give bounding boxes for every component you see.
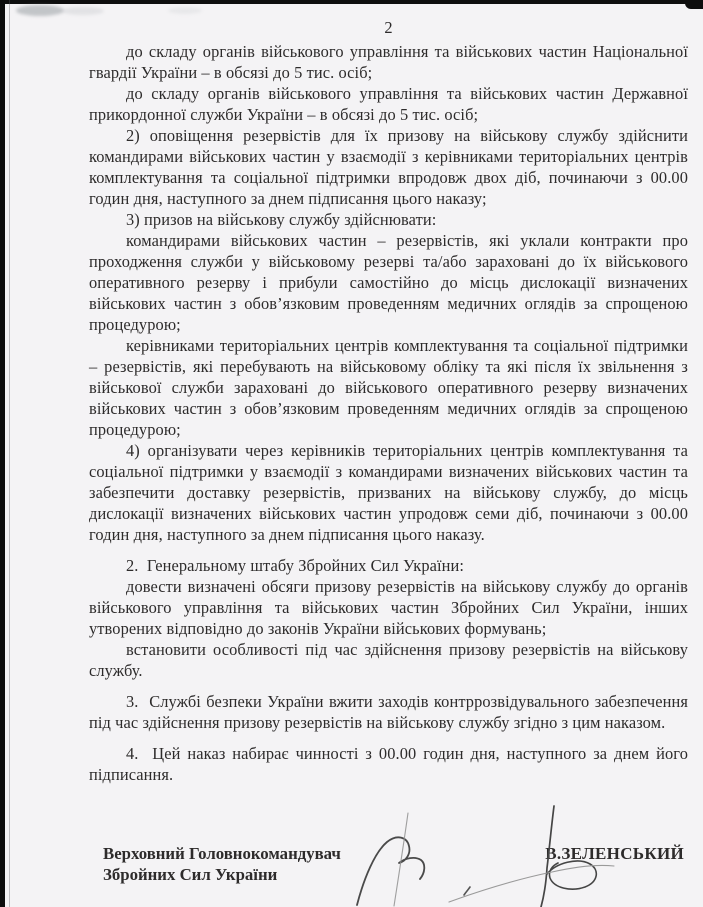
scan-smudge [168, 7, 202, 14]
page-number: 2 [384, 18, 393, 37]
scan-smudge [62, 7, 104, 15]
body-paragraph: до складу органів військового управління та військових частин Державної прикордонної служби України – в обсязі до 5 тис. осіб; [89, 84, 688, 124]
body-paragraph: 4. Цей наказ набирає чинності з 00.00 годин дня, наступного за днем його підписання. [89, 744, 688, 784]
body-paragraph: командирами військових частин – резервістів, які уклали контракти про проходження служби у військовому резерві та/або зараховані до їх військового оперативного резерву і прибули самостійно до місць дислокації визначених військових частин з обов’язковим проведенням медичних оглядів за спрощеною процедурою; [89, 231, 688, 334]
body-paragraph: 2. Генеральному штабу Збройних Сил України: [126, 556, 465, 575]
scan-edge-top [0, 0, 703, 4]
scan-smudge [16, 5, 64, 16]
scan-edge-corner-mark [685, 0, 703, 9]
scan-shadow-line [9, 0, 10, 907]
body-paragraph: встановити особливості під час здійснення призову резервістів на військову службу. [89, 640, 688, 680]
body-paragraph: 3) призов на військову службу здійснювати: [126, 210, 437, 229]
body-paragraph: 4) організувати через керівників територіальних центрів комплектування та соціальної підтримки у взаємодії з командирами визначених військових частин та забезпечити доставку резервістів, призваних на військову службу, до місць дислокації визначених військових частин упродовж семи діб, починаючи з 00.00 годин дня, наступного за днем підписання цього наказу. [89, 441, 688, 544]
scan-edge-left [0, 0, 5, 907]
signer-title-line1: Верховний Головнокомандувач [103, 844, 341, 863]
body-paragraph: до складу органів військового управління та військових частин Національної гвардії України – в обсязі до 5 тис. осіб; [89, 42, 688, 82]
signature-block [89, 844, 688, 885]
body-paragraph: 2) оповіщення резервістів для їх призову на військову службу здійснити командирами військових частин у взаємодії з керівниками територіальних центрів комплектування та соціальної підтримки впродовж двох діб, починаючи з 00.00 годин дня, наступного за днем підписання цього наказу; [89, 126, 688, 208]
signature-stroke [464, 887, 470, 895]
body-paragraph: 3. Службі безпеки України вжити заходів контррозвідувального забезпечення під час здійснення призову резервістів на військову службу згідно з цим наказом. [89, 692, 688, 732]
body-paragraph: керівниками територіальних центрів комплектування та соціальної підтримки – резервістів, які перебувають на військовому обліку та які після їх звільнення з військової служби зараховані до військового оперативного резерву визначених військових частин з обов’язковим проведенням медичних оглядів за спрощеною процедурою; [89, 336, 688, 439]
body-paragraph: довести визначені обсяги призову резервістів на військову службу до органів військового управління та військових частин Збройних Сил України, інших утворених відповідно до законів України військових формувань; [89, 577, 688, 638]
signer-title [89, 844, 341, 885]
page-content [89, 17, 688, 785]
signer-name: В.ЗЕЛЕНСЬКИЙ [545, 844, 684, 863]
signer-title-line2: Збройних Сил України [103, 864, 278, 884]
